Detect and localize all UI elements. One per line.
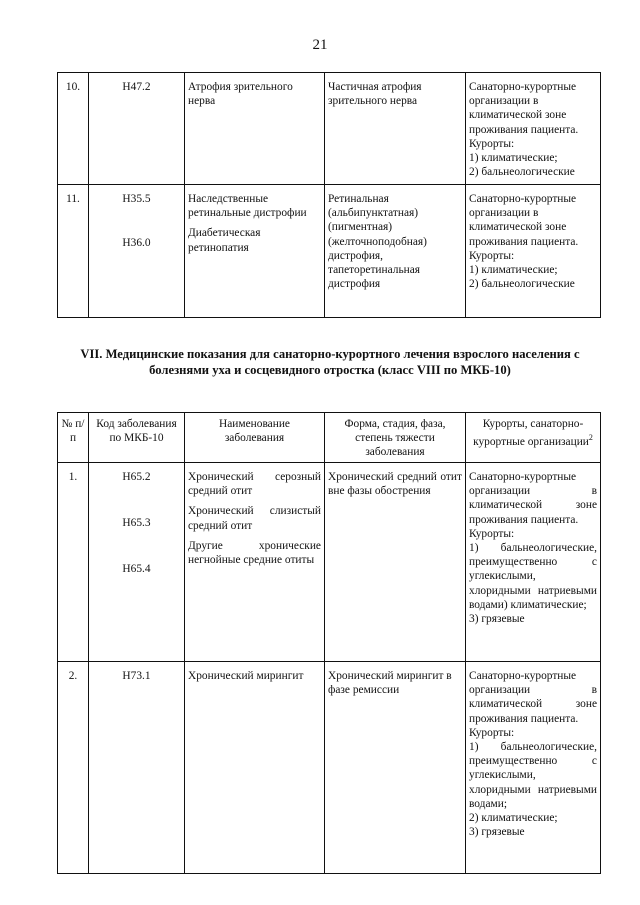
disease-form: Ретинальная (альбипунктатная) (пигментная) (желточноподобная) дистрофия, тапеторетинальная дистрофия <box>325 185 466 318</box>
header-name: Наименование заболевания <box>185 413 325 463</box>
disease-form: Хронический мирингит в фазе ремиссии <box>325 662 466 874</box>
header-code: Код заболевания по МКБ-10 <box>89 413 185 463</box>
resorts-cell: Санаторно-курортные организации в климатической зоне проживания пациента. Курорты: 1) климатические; 2) бальнеологические <box>466 73 601 185</box>
table-ear-diseases <box>57 412 601 874</box>
page-number: 21 <box>312 37 328 53</box>
disease-form: Хронический средний отит вне фазы обострения <box>325 463 466 662</box>
disease-code: H47.2 <box>89 73 185 185</box>
section-title: VII. Медицинские показания для санаторно-курортного лечения взрослого населения с болезнями уха и сосцевидного отростка (класс VIII по МКБ-10) <box>80 347 580 377</box>
row-number: 10. <box>58 73 89 185</box>
disease-code: H35.5 H36.0 <box>89 185 185 318</box>
disease-code: H65.2 H65.3 H65.4 <box>89 463 185 662</box>
disease-form: Частичная атрофия зрительного нерва <box>325 73 466 185</box>
disease-name: Хронический серозный средний отит Хронический слизистый средний отит Другие хронические негнойные средние отиты <box>185 463 325 662</box>
disease-name: Наследственные ретинальные дистрофии Диабетическая ретинопатия <box>185 185 325 318</box>
table-row <box>58 463 601 662</box>
disease-code: H73.1 <box>89 662 185 874</box>
table-eye-diseases <box>57 72 601 318</box>
table-row <box>58 662 601 874</box>
table-row <box>58 185 601 318</box>
header-form: Форма, стадия, фаза, степень тяжести заболевания <box>325 413 466 463</box>
row-number: 1. <box>58 463 89 662</box>
table-row <box>58 73 601 185</box>
resorts-cell: Санаторно-курортные организации в климатической зоне проживания пациента. Курорты: 1) климатические; 2) бальнеологические <box>466 185 601 318</box>
table-header-row <box>58 413 601 463</box>
header-num: № п/п <box>58 413 89 463</box>
header-resorts: Курорты, санаторно-курортные организации$^2$ <box>466 413 601 463</box>
disease-name: Хронический мирингит <box>185 662 325 874</box>
disease-name: Атрофия зрительного нерва <box>185 73 325 185</box>
resorts-cell: Санаторно-курортные организации в климатической зоне проживания пациента. Курорты: 1) бальнеологические, преимущественно с углекислыми, хлоридными натриевыми водами) климатические; 3) грязевые <box>466 463 601 662</box>
row-number: 11. <box>58 185 89 318</box>
resorts-cell: Санаторно-курортные организации в климатической зоне проживания пациента. Курорты: 1) бальнеологические, преимущественно с углекислыми, хлоридными натриевыми водами; 2) климатические; 3) грязевые <box>466 662 601 874</box>
row-number: 2. <box>58 662 89 874</box>
